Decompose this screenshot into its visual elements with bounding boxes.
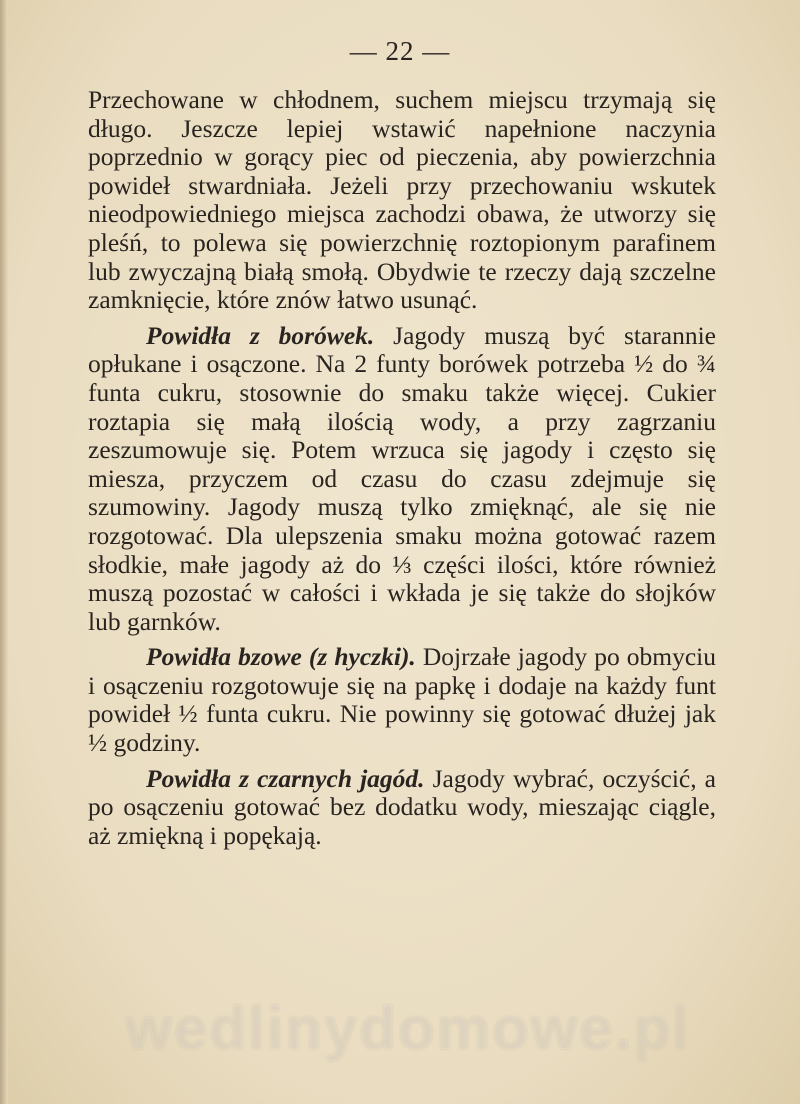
paragraph-czarne-jagody <box>88 765 716 851</box>
paragraph-text: Jagody muszą być starannie opłukane i osączone. Na 2 funty borówek potrzeba ½ do ¾ funta cukru, stosownie do smaku także więcej. Cukier roztapia się małą ilością wody, a przy zagrzaniu zeszumowuje się. Potem wrzuca się jagody i często się miesza, przyczem od czasu do czasu zdejmuje się szumowiny. Jagody muszą tylko zmięknąć, ale się nie rozgotować. Dla ulepszenia smaku można gotować razem słodkie, małe jagody aż do ⅓ części ilości, które również muszą pozostać w całości i wkłada je się także do słojków lub garnków. <box>88 320 716 636</box>
page-text <box>88 86 716 850</box>
paragraph-text: Jagody wybrać, oczyścić, a po osączeniu gotować bez dodatku wody, mieszając ciągle, aż zmiękną i popękają. <box>88 763 716 850</box>
paragraph-bzowe <box>88 643 716 757</box>
page-edge <box>0 0 8 1104</box>
watermark: wedlinydomowe.pl <box>125 995 691 1062</box>
recipe-heading: Powidła bzowe (z hyczki). <box>146 642 423 672</box>
recipe-heading: Powidła z borówek. <box>146 320 394 350</box>
paragraph-storage <box>88 86 716 315</box>
paragraph-text: Dojrzałe jagody po obmyciu i osączeniu rozgotowuje się na papkę i dodaje na każdy funt powideł ½ funta cukru. Nie powinny się gotować dłużej jak ½ godziny. <box>88 642 716 758</box>
paragraph-text: Przechowane w chłodnem, suchem miejscu trzymają się długo. Jeszcze lepiej wstawić napełnione naczynia poprzednio w gorący piec od pieczenia, aby powierzchnia powideł stwardniała. Jeżeli przy przechowaniu wskutek nieodpowiedniego miejsca zachodzi obawa, że utworzy się pleśń, to polewa się powierzchnię roztopionym parafinem lub zwyczajną białą smołą. Obydwie te rzeczy dają szczelne zamknięcie, które znów łatwo usunąć. <box>88 85 716 315</box>
recipe-heading: Powidła z czarnych jagód. <box>146 763 433 793</box>
page-number: — 22 — <box>349 36 451 66</box>
paragraph-borowki <box>88 322 716 637</box>
